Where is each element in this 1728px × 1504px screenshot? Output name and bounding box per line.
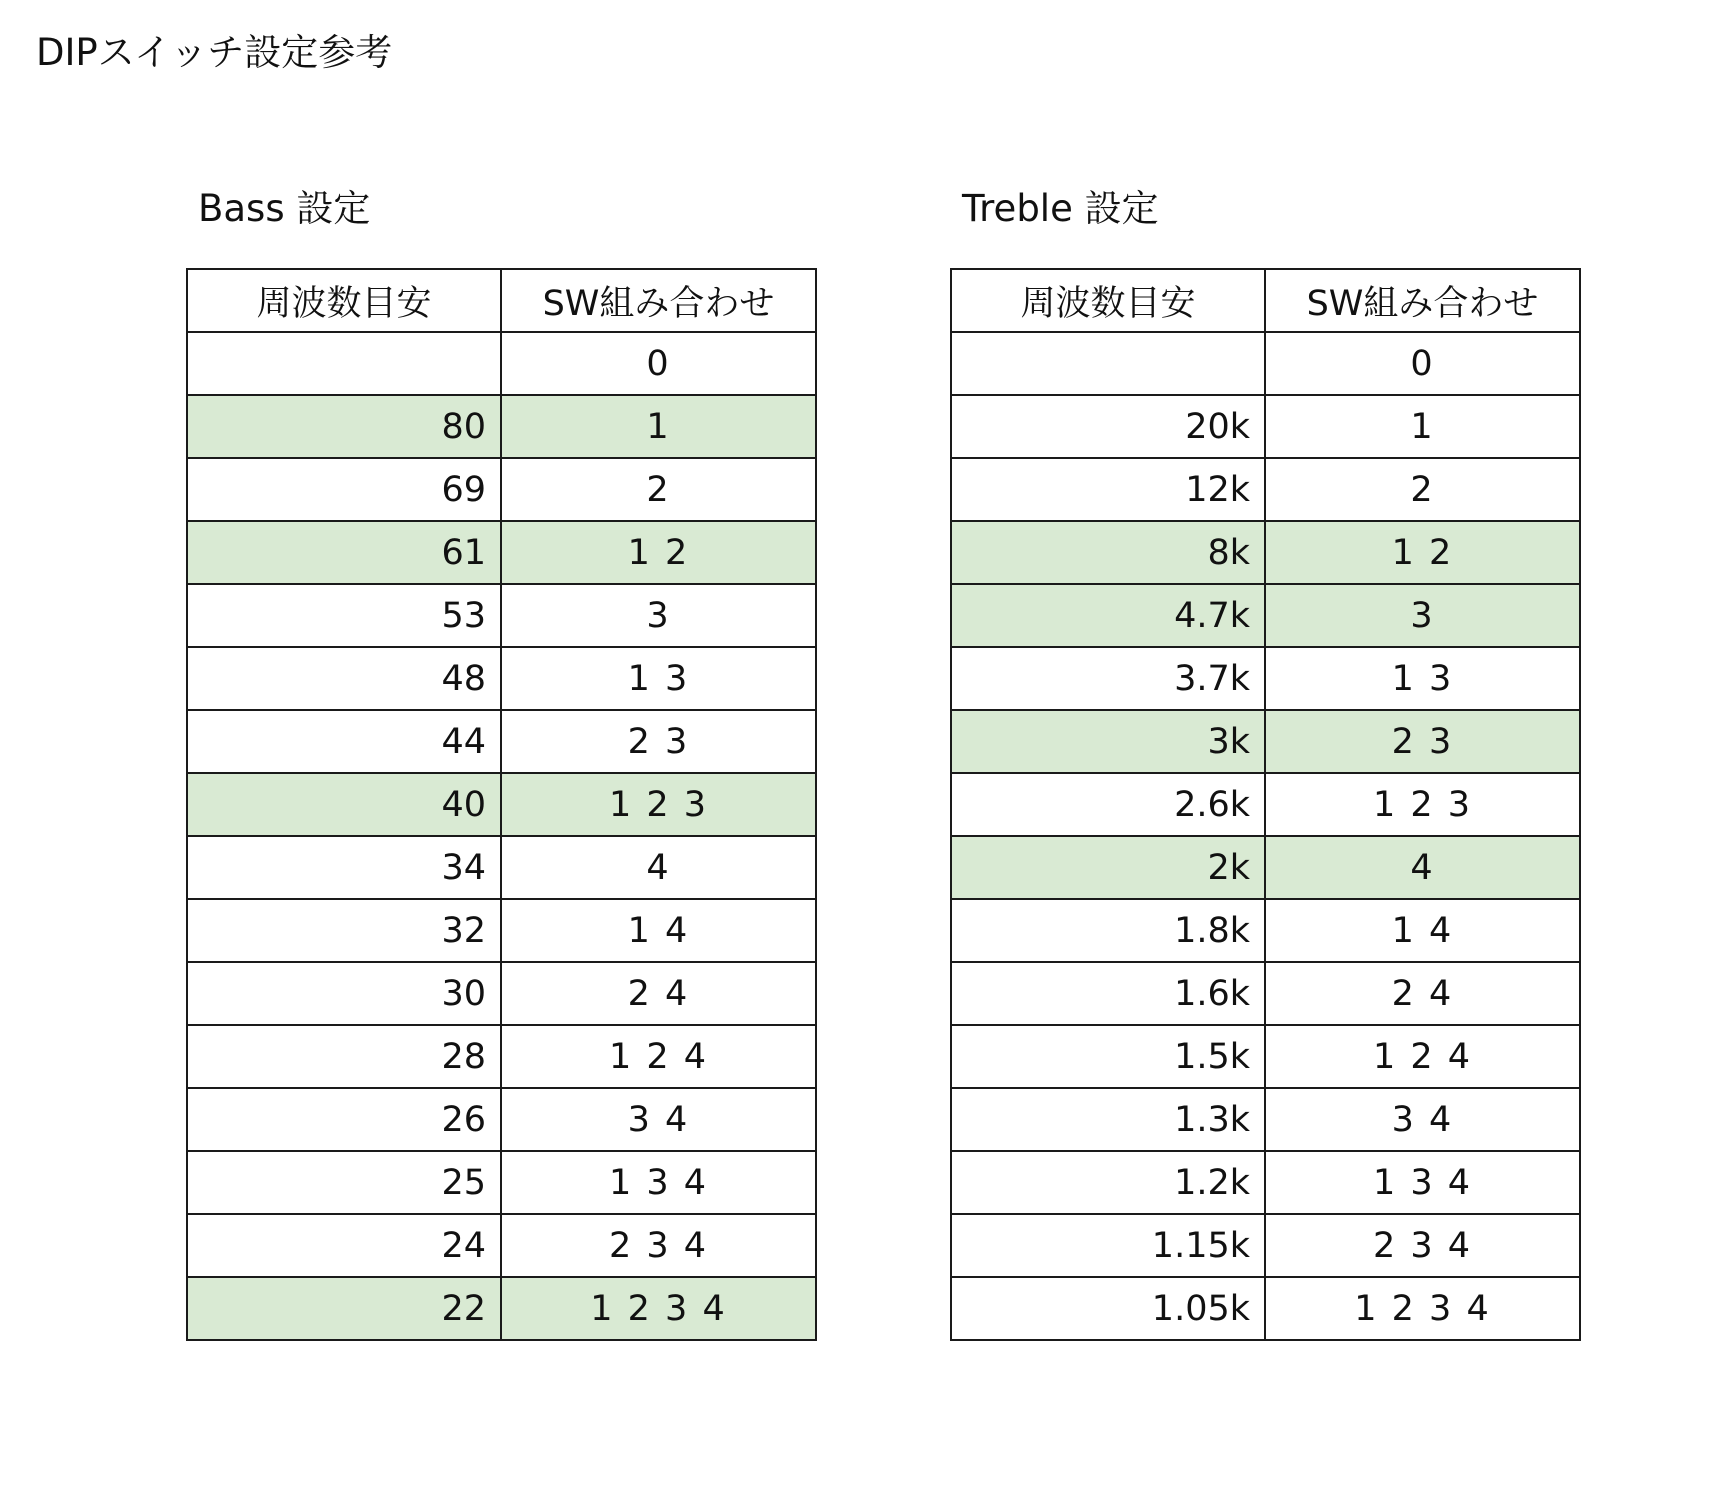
switch-combination-cell: 1 4 [501,899,816,962]
table-row [187,647,816,710]
frequency-cell: 1.05k [951,1277,1265,1340]
switch-combination-cell: 3 [501,584,816,647]
switch-combination-cell: 1 2 [1265,521,1580,584]
switch-combination-cell: 3 4 [501,1088,816,1151]
table-row [187,836,816,899]
frequency-cell: 48 [187,647,501,710]
switch-combination-cell: 4 [501,836,816,899]
switch-combination-cell: 2 3 [1265,710,1580,773]
switch-combination-cell: 4 [1265,836,1580,899]
treble-section [950,186,1580,1329]
switch-combination-cell: 1 2 3 4 [501,1277,816,1340]
frequency-cell [951,332,1265,395]
table-row [951,1025,1580,1088]
switch-combination-cell: 1 2 3 4 [1265,1277,1580,1340]
frequency-cell: 22 [187,1277,501,1340]
frequency-cell: 12k [951,458,1265,521]
frequency-cell: 24 [187,1214,501,1277]
table-row [187,1025,816,1088]
treble-section-title: Treble 設定 [962,187,1159,230]
table-row [951,1277,1580,1340]
frequency-cell: 8k [951,521,1265,584]
table-row [951,395,1580,458]
treble-table-body [951,332,1580,1340]
frequency-cell: 25 [187,1151,501,1214]
table-row [951,836,1580,899]
frequency-cell: 1.3k [951,1088,1265,1151]
frequency-cell: 20k [951,395,1265,458]
table-row [951,584,1580,647]
table-row [951,458,1580,521]
table-row [951,773,1580,836]
switch-combination-cell: 1 [501,395,816,458]
frequency-cell: 4.7k [951,584,1265,647]
switch-combination-cell: 1 4 [1265,899,1580,962]
switch-combination-cell: 2 3 4 [1265,1214,1580,1277]
switch-combination-cell: 3 [1265,584,1580,647]
frequency-cell: 26 [187,1088,501,1151]
table-row [187,962,816,1025]
frequency-cell: 2.6k [951,773,1265,836]
frequency-cell: 3.7k [951,647,1265,710]
frequency-cell: 3k [951,710,1265,773]
table-row [951,710,1580,773]
switch-combination-cell: 2 3 [501,710,816,773]
page-title: DIPスイッチ設定参考 [36,31,393,74]
table-row [951,332,1580,395]
table-row [187,1214,816,1277]
frequency-cell: 40 [187,773,501,836]
bass-settings-table [186,268,817,1341]
frequency-cell: 1.15k [951,1214,1265,1277]
frequency-cell: 1.6k [951,962,1265,1025]
frequency-cell: 69 [187,458,501,521]
switch-combination-cell: 3 4 [1265,1088,1580,1151]
table-row [951,521,1580,584]
header-frequency: 周波数目安 [951,269,1265,332]
switch-combination-cell: 2 4 [1265,962,1580,1025]
switch-combination-cell: 1 2 [501,521,816,584]
frequency-cell [187,332,501,395]
table-row [187,332,816,395]
switch-combination-cell: 2 [501,458,816,521]
switch-combination-cell: 1 [1265,395,1580,458]
switch-combination-cell: 0 [501,332,816,395]
switch-combination-cell: 1 2 3 [1265,773,1580,836]
frequency-cell: 1.5k [951,1025,1265,1088]
bass-section [186,186,816,1329]
table-row [187,521,816,584]
table-header-row [187,269,816,332]
switch-combination-cell: 1 3 4 [501,1151,816,1214]
switch-combination-cell: 1 2 4 [501,1025,816,1088]
table-row [951,962,1580,1025]
table-header-row [951,269,1580,332]
switch-combination-cell: 1 3 [501,647,816,710]
table-row [187,395,816,458]
bass-section-title: Bass 設定 [198,187,371,230]
header-frequency: 周波数目安 [187,269,501,332]
switch-combination-cell: 1 2 3 [501,773,816,836]
switch-combination-cell: 2 4 [501,962,816,1025]
table-row [187,710,816,773]
table-row [187,1088,816,1151]
frequency-cell: 80 [187,395,501,458]
table-row [951,1088,1580,1151]
table-row [951,647,1580,710]
frequency-cell: 61 [187,521,501,584]
table-row [951,899,1580,962]
switch-combination-cell: 2 [1265,458,1580,521]
table-row [187,773,816,836]
switch-combination-cell: 1 3 4 [1265,1151,1580,1214]
table-row [951,1214,1580,1277]
bass-table-body [187,332,816,1340]
table-row [187,1277,816,1340]
frequency-cell: 34 [187,836,501,899]
switch-combination-cell: 0 [1265,332,1580,395]
frequency-cell: 1.2k [951,1151,1265,1214]
switch-combination-cell: 1 2 4 [1265,1025,1580,1088]
header-switch-combination: SW組み合わせ [501,269,816,332]
treble-settings-table [950,268,1581,1341]
switch-combination-cell: 2 3 4 [501,1214,816,1277]
frequency-cell: 53 [187,584,501,647]
table-row [951,1151,1580,1214]
table-row [187,899,816,962]
frequency-cell: 28 [187,1025,501,1088]
frequency-cell: 44 [187,710,501,773]
table-row [187,458,816,521]
switch-combination-cell: 1 3 [1265,647,1580,710]
table-row [187,1151,816,1214]
frequency-cell: 32 [187,899,501,962]
table-row [187,584,816,647]
frequency-cell: 1.8k [951,899,1265,962]
header-switch-combination: SW組み合わせ [1265,269,1580,332]
frequency-cell: 30 [187,962,501,1025]
frequency-cell: 2k [951,836,1265,899]
